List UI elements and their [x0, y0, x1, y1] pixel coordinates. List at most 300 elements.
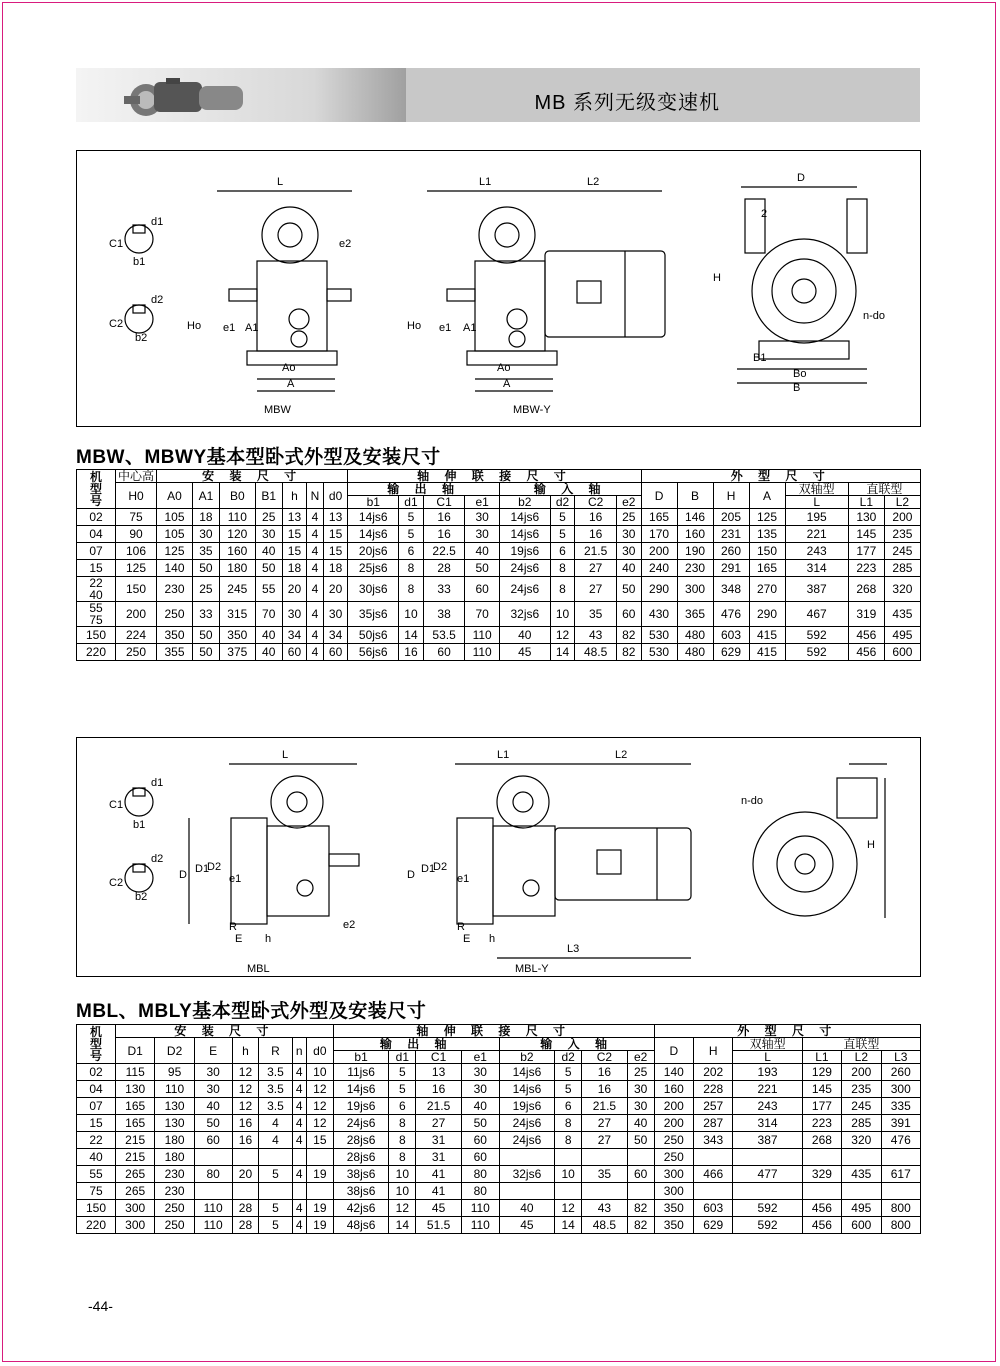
table-cell: 495: [884, 627, 920, 644]
table-cell: [802, 1183, 841, 1200]
table-cell: 48.5: [575, 644, 617, 661]
table-cell: 314: [733, 1115, 802, 1132]
table-cell: 12: [232, 1064, 259, 1081]
table-cell: 13: [323, 509, 348, 526]
svg-text:D2: D2: [433, 861, 448, 873]
label-mbl: MBL: [247, 963, 270, 975]
table-cell: 140: [157, 560, 193, 577]
table-cell: 629: [694, 1217, 733, 1234]
table-cell: 165: [116, 1098, 155, 1115]
table-cell: 290: [641, 577, 677, 602]
table-cell: 60: [423, 644, 465, 661]
table-cell: 19js6: [499, 543, 550, 560]
table-cell: 27: [575, 577, 617, 602]
table-cell: 40: [616, 560, 641, 577]
table-cell: 40: [627, 1115, 654, 1132]
table-cell: 40: [194, 1098, 232, 1115]
table-row: [77, 526, 921, 543]
svg-text:b2: b2: [135, 891, 148, 903]
table-cell: 160: [219, 543, 255, 560]
table-cell: 265: [116, 1166, 155, 1183]
table-row: [77, 509, 921, 526]
table-cell: 50: [192, 627, 219, 644]
table-cell: 8: [389, 1115, 416, 1132]
table-cell: 221: [785, 526, 848, 543]
table-cell: 11js6: [333, 1064, 389, 1081]
table-cell: 8: [555, 1115, 582, 1132]
mbw-y-drawing: [427, 191, 665, 391]
model-cell: 40: [77, 1149, 116, 1166]
table-cell: 50: [627, 1132, 654, 1149]
table-cell: 4: [292, 1115, 306, 1132]
table-cell: 4: [307, 509, 324, 526]
table-cell: 50: [194, 1115, 232, 1132]
mbl-table-body: [77, 1064, 921, 1234]
model-cell: 22: [77, 1132, 116, 1149]
model-cell: 15: [77, 1115, 116, 1132]
table-cell: 250: [155, 1200, 194, 1217]
table-cell: 30: [194, 1081, 232, 1098]
table-cell: 4: [292, 1217, 306, 1234]
table-cell: 350: [654, 1200, 693, 1217]
table-cell: 205: [713, 509, 749, 526]
table-cell: 800: [881, 1217, 920, 1234]
table-cell: [555, 1183, 582, 1200]
table-cell: 456: [802, 1200, 841, 1217]
table-cell: 530: [641, 644, 677, 661]
svg-text:Bo: Bo: [793, 368, 807, 380]
table-cell: 60: [627, 1166, 654, 1183]
table-cell: 6: [399, 543, 424, 560]
model-cell: 55 75: [77, 602, 116, 627]
table-cell: 5: [399, 526, 424, 543]
svg-text:L: L: [277, 176, 284, 188]
table-cell: 4: [259, 1115, 292, 1132]
svg-text:h: h: [489, 933, 496, 945]
table-cell: 19js6: [333, 1098, 389, 1115]
table-cell: 200: [116, 602, 157, 627]
svg-text:d1: d1: [151, 777, 164, 789]
table-cell: 4: [307, 560, 324, 577]
mbl-drawing: [189, 764, 359, 924]
table-cell: [292, 1183, 306, 1200]
table-cell: 8: [389, 1149, 416, 1166]
table-cell: 160: [677, 526, 713, 543]
table-cell: 32js6: [499, 1166, 555, 1183]
table-cell: [881, 1183, 920, 1200]
svg-text:e2: e2: [343, 919, 356, 931]
table-cell: 16: [423, 526, 465, 543]
table-cell: [306, 1149, 333, 1166]
model-cell: 07: [77, 543, 116, 560]
svg-text:D2: D2: [207, 861, 222, 873]
table-cell: [499, 1183, 555, 1200]
table-cell: 5: [259, 1217, 292, 1234]
table-cell: 30: [616, 526, 641, 543]
table-cell: 14js6: [333, 1081, 389, 1098]
table-cell: 230: [157, 577, 193, 602]
table-cell: 12: [306, 1081, 333, 1098]
table-cell: 476: [713, 602, 749, 627]
mbl-drawings: [77, 738, 919, 975]
table-cell: 10: [550, 602, 575, 627]
table-cell: 476: [881, 1132, 920, 1149]
table-cell: 21.5: [582, 1098, 628, 1115]
table-cell: 314: [785, 560, 848, 577]
table-cell: 20: [323, 577, 348, 602]
table-cell: 12: [550, 627, 575, 644]
table-cell: 617: [881, 1166, 920, 1183]
table-cell: 14js6: [499, 526, 550, 543]
table-cell: 291: [713, 560, 749, 577]
table-cell: 12: [232, 1098, 259, 1115]
svg-text:C2: C2: [109, 318, 124, 330]
table-cell: 80: [194, 1166, 232, 1183]
table-cell: 40: [255, 627, 282, 644]
table-cell: 35: [192, 543, 219, 560]
table-cell: 603: [694, 1200, 733, 1217]
table-cell: 4: [307, 577, 324, 602]
table-cell: 14: [389, 1217, 416, 1234]
table-cell: 270: [749, 577, 785, 602]
table-cell: 495: [842, 1200, 881, 1217]
table-cell: 50: [255, 560, 282, 577]
table-cell: 60: [616, 602, 641, 627]
table-cell: 14: [399, 627, 424, 644]
table-cell: 250: [155, 1217, 194, 1234]
table-cell: 10: [555, 1166, 582, 1183]
table-cell: [306, 1183, 333, 1200]
table-cell: 4: [292, 1200, 306, 1217]
table-cell: 18: [282, 560, 307, 577]
table-cell: 350: [157, 627, 193, 644]
table-cell: 125: [749, 509, 785, 526]
table-cell: 243: [785, 543, 848, 560]
table-cell: 150: [749, 543, 785, 560]
table-cell: 629: [713, 644, 749, 661]
table-cell: 21.5: [575, 543, 617, 560]
table-cell: [555, 1149, 582, 1166]
page-number: -44-: [88, 1298, 113, 1314]
table-cell: 30: [465, 509, 499, 526]
table-cell: 28: [232, 1217, 259, 1234]
model-cell: 150: [77, 627, 116, 644]
table-cell: 19: [306, 1200, 333, 1217]
table-cell: 70: [255, 602, 282, 627]
model-cell: 02: [77, 509, 116, 526]
table-cell: 110: [194, 1217, 232, 1234]
drawing-panel-mbl: [76, 737, 921, 977]
table-cell: 80: [461, 1183, 499, 1200]
table-cell: 20: [232, 1166, 259, 1183]
table-cell: 14: [555, 1217, 582, 1234]
table-cell: [259, 1183, 292, 1200]
table-cell: 18: [323, 560, 348, 577]
mbw-drawings: [77, 151, 919, 425]
svg-text:L1: L1: [497, 749, 510, 761]
table-cell: 24js6: [499, 560, 550, 577]
table-cell: 250: [654, 1132, 693, 1149]
table-cell: 120: [219, 526, 255, 543]
table-row: [77, 1200, 921, 1217]
svg-text:Ao: Ao: [282, 362, 296, 374]
table-cell: 10: [306, 1064, 333, 1081]
table-cell: 5: [555, 1064, 582, 1081]
table-cell: 6: [550, 543, 575, 560]
table-cell: 12: [389, 1200, 416, 1217]
svg-text:e1: e1: [457, 873, 470, 885]
table-cell: 35: [582, 1166, 628, 1183]
table-cell: 300: [677, 577, 713, 602]
table-cell: 430: [641, 602, 677, 627]
table-cell: 105: [157, 526, 193, 543]
svg-text:L2: L2: [615, 749, 628, 761]
table-cell: 38js6: [333, 1183, 389, 1200]
table-cell: 180: [219, 560, 255, 577]
svg-text:e1: e1: [439, 322, 452, 334]
table-cell: 48js6: [333, 1217, 389, 1234]
table-cell: 50: [461, 1115, 499, 1132]
table-cell: 129: [802, 1064, 841, 1081]
table-cell: 387: [733, 1132, 802, 1149]
table-cell: 28js6: [333, 1132, 389, 1149]
table-cell: 40: [499, 627, 550, 644]
table-cell: 10: [389, 1183, 416, 1200]
table-row: [77, 627, 921, 644]
table-cell: [881, 1149, 920, 1166]
svg-text:D: D: [179, 869, 187, 881]
table-cell: 8: [555, 1132, 582, 1149]
table-cell: 415: [749, 644, 785, 661]
table-cell: 110: [461, 1200, 499, 1217]
table-cell: 115: [116, 1064, 155, 1081]
table-cell: 75: [116, 509, 157, 526]
table-cell: 180: [155, 1149, 194, 1166]
table-cell: 5: [259, 1166, 292, 1183]
table-cell: 350: [219, 627, 255, 644]
svg-text:d2: d2: [151, 294, 164, 306]
table-cell: 335: [881, 1098, 920, 1115]
table-row: [77, 1132, 921, 1149]
table-row: [77, 1166, 921, 1183]
table-cell: 41: [416, 1166, 462, 1183]
table-row: [77, 1081, 921, 1098]
table-cell: 329: [802, 1166, 841, 1183]
table-cell: [194, 1149, 232, 1166]
table-cell: [627, 1149, 654, 1166]
table-cell: 5: [259, 1200, 292, 1217]
table-cell: 387: [785, 577, 848, 602]
table-cell: 32js6: [499, 602, 550, 627]
table-cell: 38js6: [333, 1166, 389, 1183]
table-cell: 110: [461, 1217, 499, 1234]
table-cell: 20js6: [348, 543, 399, 560]
table-cell: 300: [116, 1217, 155, 1234]
table-cell: 800: [881, 1200, 920, 1217]
table-cell: 33: [423, 577, 465, 602]
table-cell: 20: [282, 577, 307, 602]
table-cell: 245: [884, 543, 920, 560]
table-cell: 343: [694, 1132, 733, 1149]
svg-text:H: H: [713, 272, 721, 284]
table-cell: 95: [155, 1064, 194, 1081]
table-cell: 25js6: [348, 560, 399, 577]
mbl-y-drawing: [455, 764, 691, 958]
table-cell: 480: [677, 627, 713, 644]
model-cell: 02: [77, 1064, 116, 1081]
table-row: [77, 644, 921, 661]
table-cell: 35js6: [348, 602, 399, 627]
table-cell: [733, 1183, 802, 1200]
table-cell: 592: [785, 627, 848, 644]
table-cell: [842, 1183, 881, 1200]
table-cell: 300: [881, 1081, 920, 1098]
table-cell: 268: [848, 577, 884, 602]
table-cell: 40: [255, 543, 282, 560]
table-cell: 245: [842, 1098, 881, 1115]
svg-text:Ho: Ho: [187, 320, 202, 332]
svg-text:L: L: [282, 749, 289, 761]
table-cell: 110: [219, 509, 255, 526]
table-row: [77, 1064, 921, 1081]
table-cell: 145: [802, 1081, 841, 1098]
table-cell: 35: [575, 602, 617, 627]
table-cell: 56js6: [348, 644, 399, 661]
svg-text:e1: e1: [229, 873, 242, 885]
table-cell: 456: [848, 644, 884, 661]
svg-text:L3: L3: [567, 943, 580, 955]
table-cell: 30: [627, 1081, 654, 1098]
table-cell: 16: [232, 1115, 259, 1132]
table-cell: 30: [616, 543, 641, 560]
table-cell: 592: [733, 1217, 802, 1234]
svg-text:b1: b1: [133, 256, 146, 268]
table-cell: [842, 1149, 881, 1166]
table-cell: 365: [677, 602, 713, 627]
table-cell: 24js6: [333, 1115, 389, 1132]
table-cell: 230: [155, 1183, 194, 1200]
model-cell: 04: [77, 1081, 116, 1098]
table-cell: 24js6: [499, 577, 550, 602]
table-cell: 25: [192, 577, 219, 602]
svg-text:C1: C1: [109, 238, 124, 250]
table-cell: 230: [677, 560, 713, 577]
table-cell: 265: [116, 1183, 155, 1200]
svg-text:n-do: n-do: [741, 795, 764, 807]
header-banner: [76, 68, 920, 122]
table-cell: 5: [389, 1064, 416, 1081]
table-cell: 260: [713, 543, 749, 560]
table-cell: 12: [306, 1098, 333, 1115]
table-cell: 90: [116, 526, 157, 543]
table-cell: 240: [641, 560, 677, 577]
table-cell: 435: [842, 1166, 881, 1183]
model-cell: 150: [77, 1200, 116, 1217]
section1-heading: MBW、MBWY基本型卧式外型及安装尺寸: [76, 447, 441, 468]
table-cell: 4: [307, 602, 324, 627]
table-row: [77, 1183, 921, 1200]
table-cell: 4: [292, 1098, 306, 1115]
table-cell: 477: [733, 1166, 802, 1183]
table-cell: 202: [694, 1064, 733, 1081]
table-cell: 348: [713, 577, 749, 602]
table-cell: 25: [255, 509, 282, 526]
svg-text:e1: e1: [223, 322, 236, 334]
table-cell: 13: [416, 1064, 462, 1081]
table-cell: 290: [749, 602, 785, 627]
svg-text:E: E: [463, 933, 471, 945]
table-cell: 25: [616, 509, 641, 526]
table-cell: 165: [641, 509, 677, 526]
table-cell: 16: [582, 1064, 628, 1081]
table-cell: 221: [733, 1081, 802, 1098]
table-cell: 5: [550, 509, 575, 526]
table-cell: 3.5: [259, 1098, 292, 1115]
table-cell: 16: [232, 1132, 259, 1149]
table-cell: 110: [194, 1200, 232, 1217]
table-cell: 22.5: [423, 543, 465, 560]
table-cell: 200: [884, 509, 920, 526]
table-cell: 8: [399, 577, 424, 602]
table-cell: 82: [627, 1200, 654, 1217]
table-cell: 40: [465, 543, 499, 560]
svg-text:Ho: Ho: [407, 320, 422, 332]
table-cell: 50: [192, 560, 219, 577]
table-cell: 456: [848, 627, 884, 644]
table-cell: 146: [677, 509, 713, 526]
table-cell: 200: [654, 1098, 693, 1115]
table-cell: 30: [461, 1064, 499, 1081]
table-cell: 30: [461, 1081, 499, 1098]
table-cell: 3.5: [259, 1064, 292, 1081]
table-cell: 145: [848, 526, 884, 543]
table-row: [77, 543, 921, 560]
table-cell: 300: [654, 1166, 693, 1183]
table-cell: 40: [255, 644, 282, 661]
table-cell: 165: [116, 1115, 155, 1132]
table-cell: 15: [282, 526, 307, 543]
table-cell: [582, 1183, 628, 1200]
table-cell: 319: [848, 602, 884, 627]
table-cell: 375: [219, 644, 255, 661]
table-cell: 28js6: [333, 1149, 389, 1166]
table-cell: 14: [550, 644, 575, 661]
table-cell: 21.5: [416, 1098, 462, 1115]
table-cell: 14js6: [499, 1081, 555, 1098]
table-cell: 51.5: [416, 1217, 462, 1234]
label-mbw-y: MBW-Y: [513, 404, 551, 416]
table-cell: 466: [694, 1166, 733, 1183]
table-cell: 30: [323, 602, 348, 627]
table-cell: [499, 1149, 555, 1166]
table-cell: 15: [323, 526, 348, 543]
svg-text:E: E: [235, 933, 243, 945]
table-cell: 15: [323, 543, 348, 560]
table-cell: 125: [157, 543, 193, 560]
table-cell: 435: [884, 602, 920, 627]
svg-text:h: h: [265, 933, 272, 945]
table-cell: 200: [641, 543, 677, 560]
svg-text:A: A: [287, 378, 295, 390]
table-cell: 110: [155, 1081, 194, 1098]
model-cell: 75: [77, 1183, 116, 1200]
table-cell: 10: [389, 1166, 416, 1183]
svg-text:2: 2: [761, 208, 768, 220]
table-cell: 16: [423, 509, 465, 526]
table-cell: 50: [465, 560, 499, 577]
table-cell: 165: [749, 560, 785, 577]
table-cell: 12: [555, 1200, 582, 1217]
